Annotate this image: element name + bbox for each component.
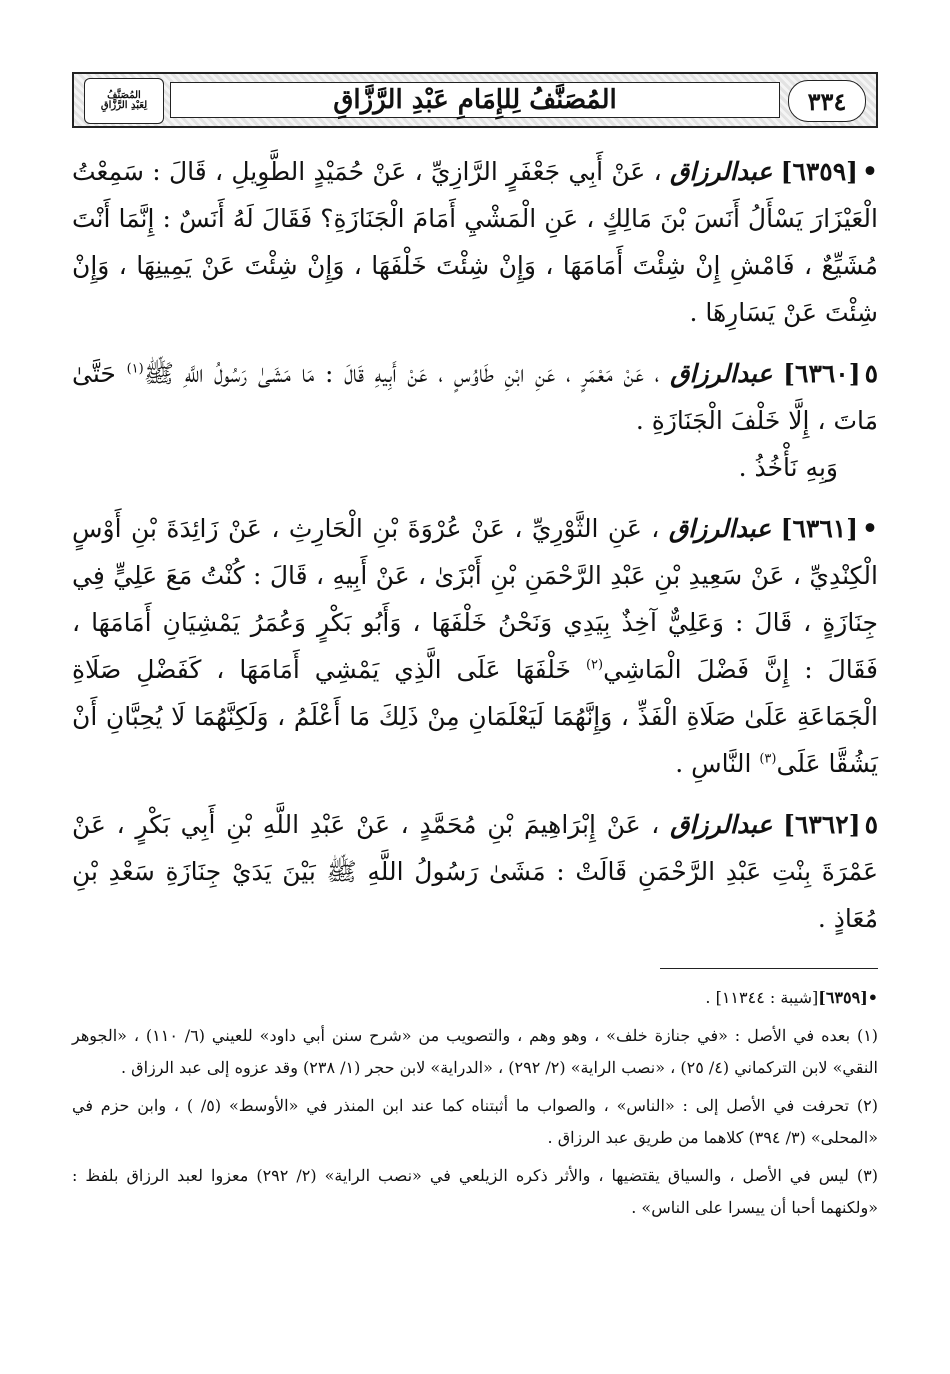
source-text: [شيبة : ١١٣٤٤] . xyxy=(705,988,819,1007)
hadith-number: [٦٣٦١] xyxy=(780,514,859,543)
hadith-text-continued: النَّاسِ . xyxy=(675,749,752,778)
hadith-text: ، عَنْ أَبِي جَعْفَرٍ الرَّازِيِّ ، عَنْ حُمَيْدٍ الطَّوِيلِ ، قَالَ : سَمِعْتُ الْعَيْزَارَ يَسْأَلُ أَنَسَ بْنَ مَالِكٍ ، عَنِ الْمَشْيِ أَمَامَ الْجَنَازَةِ؟ فَقَالَ لَهُ أَنَسٌ : إِنَّمَا أَنْتَ مُشَيِّعٌ ، فَامْشِ إِنْ شِئْتَ أَمَامَهَا ، وَإِنْ شِئْتَ خَلْفَهَا ، وَإِنْ شِئْتَ عَنْ يَمِينِهَا ، وَإِنْ شِئْتَ عَنْ يَسَارِهَا . xyxy=(72,157,878,327)
narrator-name: عبدالرزاق xyxy=(668,514,772,543)
hadith-marker: ٥ xyxy=(864,810,878,839)
footnote-number: (٢) xyxy=(856,1096,879,1115)
book-title: المُصَنَّفُ لِلإِمَامِ عَبْدِ الرَّزَّاقِ xyxy=(333,85,617,115)
book-emblem xyxy=(84,78,164,124)
footnote-3 xyxy=(72,1160,878,1224)
hadith-text-middle: خَلْفَهَا عَلَى الَّذِي يَمْشِي أَمَامَهَا ، كَفَضْلِ صَلَاةِ الْجَمَاعَةِ عَلَىٰ صَلَاةِ الْفَذِّ ، وَإِنَّهُمَا لَيَعْلَمَانِ مِنْ ذَلِكَ مَا أَعْلَمُ ، وَلَكِنَّهُمَا لَا يُحِبَّانِ أَنْ يَشُقَّا عَلَى xyxy=(72,655,878,778)
footnote-divider xyxy=(660,968,878,969)
hadith-number: [٦٣٦٠] xyxy=(783,359,861,388)
footnote-text: ليس في الأصل ، والسياق يقتضيها ، والأثر ذكره الزيلعي في «نصب الراية» (٢/ ٢٩٢) معزوا لعبد الرزاق بلفظ : «ولكنهما أحبا أن ييسرا على الناس» . xyxy=(72,1166,878,1217)
footnote-number: (١) xyxy=(856,1026,879,1045)
hadith-text-continued: حَتَّىٰ مَاتَ ، إِلَّا خَلْفَ الْجَنَازَةِ . xyxy=(72,359,878,435)
narrator-name: عبدالرزاق xyxy=(669,157,773,186)
hadith-number: [٦٣٦٢] xyxy=(783,810,861,839)
source-number: [٦٣٥٩] xyxy=(818,988,868,1007)
hadith-marker: ٥ xyxy=(864,359,879,388)
hadith-text: ، عَنِ الثَّوْرِيِّ ، عَنْ عُرْوَةَ بْنِ الْحَارِثِ ، عَنْ زَائِدَةَ بْنِ أَوْسٍ الْكِنْدِيِّ ، عَنْ سَعِيدِ بْنِ عَبْدِ الرَّحْمَنِ بْنِ أَبْزَىٰ ، عَنْ أَبِيهِ ، قَالَ : كُنْتُ مَعَ عَلِيٍّ فِي جِنَازَةٍ ، قَالَ : وَعَلِيٌّ آخِذٌ بِيَدِي وَنَحْنُ خَلْفَهَا ، وَأَبُو بَكْرٍ وَعُمَرُ يَمْشِيَانِ أَمَامَهَا ، فَقَالَ : إِنَّ فَضْلَ الْمَاشِي xyxy=(72,514,879,684)
footnotes xyxy=(72,982,878,1230)
footnote-ref-2[interactable]: (٢) xyxy=(585,657,604,673)
footnote-number: (٣) xyxy=(856,1166,878,1185)
page-number: ٣٣٤ xyxy=(788,80,866,122)
footnote-ref-1[interactable]: (١) xyxy=(126,361,144,377)
narrator-name: عبدالرزاق xyxy=(670,810,773,839)
hadith-number: [٦٣٥٩] xyxy=(780,157,859,186)
main-text xyxy=(72,148,878,956)
source-marker: • xyxy=(867,988,878,1007)
footnote-2 xyxy=(72,1090,878,1154)
hadith-6359 xyxy=(72,148,878,336)
hadith-marker: • xyxy=(862,157,878,186)
footnote-1 xyxy=(72,1020,878,1084)
narrator-name: عبدالرزاق xyxy=(670,359,773,388)
editor-remark xyxy=(72,444,878,491)
remark-text: وَبِهِ نَأْخُذُ . xyxy=(738,453,838,482)
hadith-text: ، عَنْ مَعْمَرٍ ، عَنِ ابْنِ طَاوُسٍ ، عَنْ أَبِيهِ قَالَ : مَا مَشَىٰ رَسُولُ اللَّهِ ﷺ xyxy=(143,359,660,388)
source-reference xyxy=(72,982,878,1014)
hadith-text: ، عَنْ إِبْرَاهِيمَ بْنِ مُحَمَّدٍ ، عَنْ عَبْدِ اللَّهِ بْنِ أَبِي بَكْرٍ ، عَنْ عَمْرَةَ بِنْتِ عَبْدِ الرَّحْمَنِ قَالَتْ : مَشَىٰ رَسُولُ اللَّهِ ﷺ بَيْنَ يَدَيْ جِنَازَةِ سَعْدِ بْنِ مُعَاذٍ . xyxy=(72,810,878,933)
footnote-ref-3[interactable]: (٣) xyxy=(759,751,777,767)
header-title-frame xyxy=(170,82,780,118)
footnote-text: بعده في الأصل : «في جنازة خلف» ، وهو وهم ، والتصويب من «شرح سنن أبي داود» للعيني (٦/ ١١٠) ، «الجوهر النقي» لابن التركماني (٤/ ٢٥) ، «نصب الراية» (٢/ ٢٩٢) ، «الدراية» لابن حجر (١/ ٢٣٨) وقد عزوه إلى عبد الرزاق . xyxy=(72,1026,878,1077)
emblem-line-1: المُصَنَّفُ xyxy=(107,89,141,101)
hadith-6360 xyxy=(72,350,878,444)
hadith-6361 xyxy=(72,505,878,787)
footnote-text: تحرفت في الأصل إلى : «الناس» ، والصواب ما أثبتناه كما عند ابن المنذر في «الأوسط» (٥/ ) ، وابن حزم في «المحلى» (٣/ ٣٩٤) كلاهما من طريق عبد الرزاق . xyxy=(72,1096,878,1147)
emblem-line-2: لِعَبْدِ الرَّزَّاقِ xyxy=(100,100,148,111)
hadith-marker: • xyxy=(862,514,879,543)
page-header xyxy=(72,72,878,128)
hadith-6362 xyxy=(72,801,878,942)
